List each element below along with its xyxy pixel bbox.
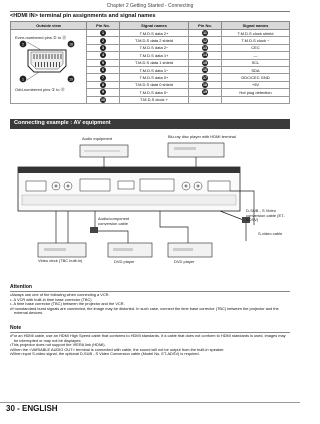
audio-equipment-device <box>80 145 128 157</box>
signal-name: +5V <box>222 81 290 88</box>
pin-number <box>87 74 120 81</box>
pin-number-badge: 9 <box>102 90 104 95</box>
signal-name: T.M.D.S clock + <box>120 96 189 103</box>
connecting-example-title: Connecting example : AV equipment <box>10 119 290 128</box>
pin-number <box>87 59 120 66</box>
list-item: • When the <VARIABLE AUDIO OUT> terminal is connected with cable, the sound will not be output from the built-in speaker. <box>10 348 290 353</box>
signal-name: T.M.D.S data 1− <box>120 66 189 73</box>
col-pin-no-2: Pin No. <box>189 22 222 30</box>
svg-text:19: 19 <box>69 77 73 82</box>
even-pins-label: Even-numbered pins ② to ⑲ <box>15 35 67 40</box>
signal-name: SDA <box>222 66 290 73</box>
col-signal-names: Signal names <box>120 22 189 30</box>
svg-text:1: 1 <box>22 77 24 82</box>
signal-name: T.M.D.S data 0+ <box>120 74 189 81</box>
col-outside-view: Outside view <box>11 22 87 30</box>
connector-shape <box>20 41 75 83</box>
svg-text:18: 18 <box>69 42 73 47</box>
attention-heading: Attention <box>10 284 32 290</box>
label-dvd-player-2: DVD player <box>174 259 195 264</box>
list-item: • For an HDMI cable, use an HDMI High Speed cable that conforms to HDMI standards. If a cable that does not conform to HDMI standards is used, images may be interrupted or may not be displayed. <box>10 334 290 343</box>
signal-name: T.M.D.S data 2 shield <box>120 37 189 44</box>
pin-number-badge: 13 <box>203 45 207 50</box>
band-rule <box>10 128 290 129</box>
pin-number <box>189 59 222 66</box>
pin-number <box>189 66 222 73</box>
connection-diagram <box>10 131 290 281</box>
label-audio-equipment: Audio equipment <box>82 136 113 141</box>
signal-name <box>222 96 290 103</box>
header-rule <box>10 11 290 12</box>
note-heading: Note <box>10 325 22 331</box>
pin-number-badge: 6 <box>102 68 104 73</box>
attention-list <box>10 293 290 316</box>
pin-number <box>87 89 120 96</box>
label-audio-conversion-cable: Audio/component conversion cable <box>98 216 130 226</box>
pin-number <box>189 96 222 103</box>
pin-number-badge: 14 <box>203 53 207 58</box>
list-item: • - A VCR with built-in time base corrector (TBC) <box>10 298 290 303</box>
pin-table-header <box>11 22 290 30</box>
pin-number-badge: 18 <box>203 82 207 87</box>
pin-number <box>87 66 120 73</box>
projector-terminal-panel <box>18 167 240 211</box>
pin-number-badge: 8 <box>102 82 104 87</box>
pin-number <box>87 96 120 103</box>
signal-name: T.M.D.S data 0− <box>120 89 189 96</box>
footer-rule <box>0 402 300 403</box>
pin-number <box>87 81 120 88</box>
pin-number-badge: 17 <box>203 75 207 80</box>
col-signal-names-2: Signal names <box>222 22 290 30</box>
pin-number-badge: 16 <box>203 68 207 73</box>
pin-number <box>87 52 120 59</box>
pin-number <box>189 74 222 81</box>
signal-name: T.M.D.S data 1 shield <box>120 59 189 66</box>
pin-number-badge: 12 <box>203 38 207 43</box>
list-item: • This projector does not support the VIERA link (HDMI). <box>10 343 290 348</box>
pin-number-badge: 10 <box>101 97 105 102</box>
pin-number <box>87 37 120 44</box>
col-pin-no: Pin No. <box>87 22 120 30</box>
pin-number-badge: 7 <box>102 75 104 80</box>
list-item: • - A time base corrector (TBC) between the projector and the VCR. <box>10 302 290 307</box>
pin-number-badge: 2 <box>102 38 104 43</box>
label-dsub-cable: D-SUB - S Video conversion cable (ET-ADSV) <box>246 208 285 223</box>
table-row <box>11 30 290 37</box>
pin-number: 11 <box>189 30 222 37</box>
note-list <box>10 334 290 357</box>
signal-name: T.M.D.S data 0 shield <box>120 81 189 88</box>
signal-name: SCL <box>222 59 290 66</box>
section-title: <HDMI IN> terminal pin assignments and signal names <box>10 13 156 19</box>
video-deck-device <box>38 243 86 257</box>
signal-name: DDC/CEC GND <box>222 74 290 81</box>
signal-name: — <box>222 52 290 59</box>
signal-name: T.M.D.S data 2+ <box>120 30 189 37</box>
signal-name: CEC <box>222 44 290 51</box>
pin-number-badge: 19 <box>203 90 207 95</box>
bluray-player-device <box>168 143 224 157</box>
pin-number <box>87 44 120 51</box>
label-svideo-cable: S-video cable <box>258 231 283 236</box>
pin-number: 1 <box>87 30 120 37</box>
pin-table <box>10 21 290 104</box>
signal-name: Hot plug detection <box>222 89 290 96</box>
pin-number-badge: 15 <box>203 60 207 65</box>
pin-number-badge: 5 <box>102 60 104 65</box>
list-item: • Always use one of the following when connecting a VCR. <box>10 293 290 298</box>
svg-text:2: 2 <box>22 42 24 47</box>
dvd-player-2-device <box>168 243 212 257</box>
signal-name: T.M.D.S clock shield <box>222 30 290 37</box>
list-item: • If nonstandard burst signals are connected, the image may be distorted. In such case, connect the time base corrector (TBC) between the projector and the external devices. <box>10 307 290 316</box>
chapter-header: Chapter 2 Getting Started - Connecting <box>106 3 194 9</box>
pin-number-badge: 3 <box>102 45 104 50</box>
pin-number <box>189 52 222 59</box>
pin-number <box>189 44 222 51</box>
connector-outside-view <box>11 30 87 104</box>
label-dvd-player-1: DVD player <box>114 259 135 264</box>
list-item: • When input S-video signal, the optional D-SUB - S Video Conversion cable (Model No. ET-ADSV) is required. <box>10 352 290 357</box>
hdmi-connector-diagram <box>11 30 86 94</box>
pin-number <box>189 89 222 96</box>
pin-number <box>189 81 222 88</box>
signal-name: T.M.D.S data 1+ <box>120 52 189 59</box>
odd-pins-label: Odd-numbered pins ① to ⑳ <box>15 87 65 92</box>
label-bluray-player: Blu-ray disc player with HDMI terminal <box>168 134 236 139</box>
signal-name: T.M.D.S clock − <box>222 37 290 44</box>
dvd-player-1-device <box>108 243 152 257</box>
pin-number-badge: 4 <box>102 53 104 58</box>
signal-name: T.M.D.S data 2− <box>120 44 189 51</box>
label-video-deck: Video deck (TBC built-in) <box>38 258 83 263</box>
pin-number <box>189 37 222 44</box>
page-number: 30 - ENGLISH <box>6 404 58 413</box>
